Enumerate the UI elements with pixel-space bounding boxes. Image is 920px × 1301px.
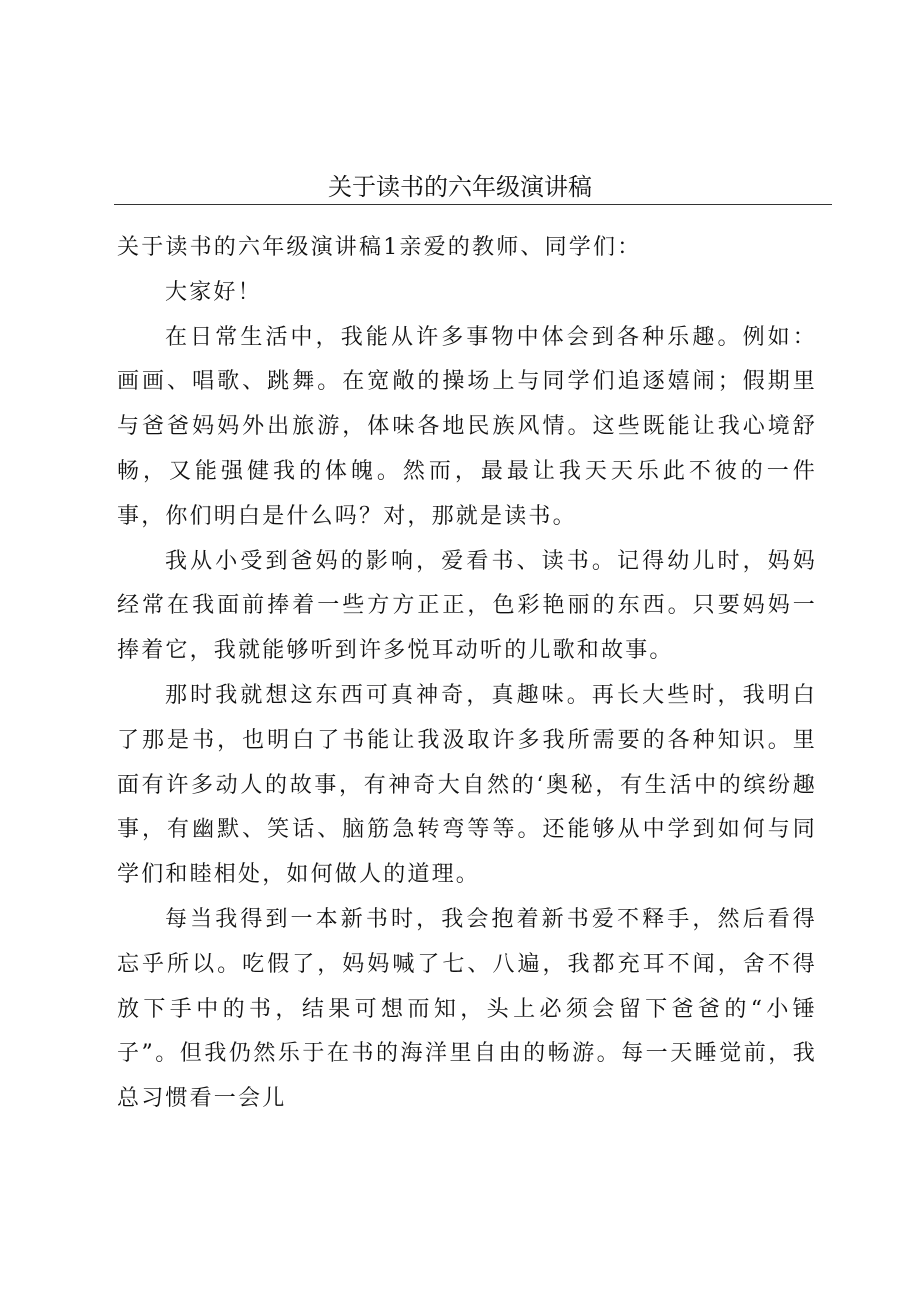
body-paragraph: 那时我就想这东西可真神奇，真趣味。再长大些时，我明白了那是书，也明白了书能让我汲取许多我所需要的各种知识。里面有许多动人的故事，有神奇大自然的‘奥秘，有生活中的缤纷趣事，有幽默、笑话、脑筋急转弯等等。还能够从中学到如何与同学们和睦相处，如何做人的道理。: [117, 682, 817, 888]
document-body: [117, 226, 817, 1122]
document-title: 关于读书的六年级演讲稿: [328, 173, 592, 201]
salutation-paragraph: 大家好！: [165, 279, 262, 305]
greeting-paragraph: 关于读书的六年级演讲稿1亲爱的教师、同学们：: [117, 235, 642, 260]
title-underline: [114, 204, 832, 205]
body-paragraph: 我从小受到爸妈的影响，爱看书、读书。记得幼儿时，妈妈经常在我面前捧着一些方方正正，色彩艳丽的东西。只要妈妈一捧着它，我就能够听到许多悦耳动听的儿歌和故事。: [117, 548, 817, 664]
body-paragraph: 在日常生活中，我能从许多事物中体会到各种乐趣。例如：画画、唱歌、跳舞。在宽敞的操场上与同学们追逐嬉闹；假期里与爸爸妈妈外出旅游，体味各地民族风情。这些既能让我心境舒畅，又能强健我的体魄。然而，最最让我天天乐此不彼的一件事，你们明白是什么吗？对，那就是读书。: [117, 324, 817, 529]
body-paragraph: 每当我得到一本新书时，我会抱着新书爱不释手，然后看得忘乎所以。吃假了，妈妈喊了七、八遍，我都充耳不闻，舍不得放下手中的书，结果可想而知，头上必须会留下爸爸的“小锤子”。但我仍然乐于在书的海洋里自由的畅游。每一天睡觉前，我总习惯看一会儿: [117, 906, 817, 1112]
